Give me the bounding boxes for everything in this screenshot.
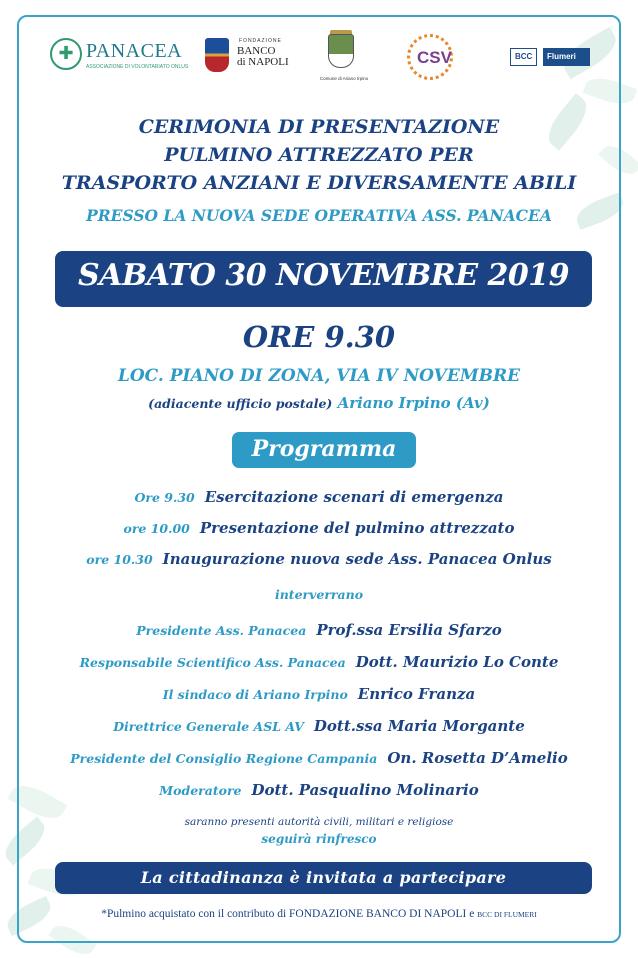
speaker-name: Dott.ssa Maria Morgante [313,717,525,735]
speaker-name: Dott. Maurizio Lo Conte [355,653,559,671]
banco-logo-small: FONDAZIONE [239,38,282,44]
speaker-name: Prof.ssa Ersilia Sfarzo [316,621,502,639]
speaker-row [0,716,638,735]
event-location: LOC. PIANO DI ZONA, VIA IV NOVEMBRE [117,366,521,386]
program-item-time: ore 10.00 [123,521,190,536]
authorities-note: saranno presenti autorità civili, militari e religiose [184,816,454,828]
csv-logo [405,32,463,82]
bcc-flumeri-logo [510,48,590,66]
bcc-logo-name: Flumeri [543,48,590,66]
event-location-detail [0,394,638,412]
comune-crest-icon [328,34,354,68]
banco-logo-text [237,46,289,68]
comune-logo [318,30,369,84]
speaker-row [0,780,638,799]
footer-small: BCC DI FLUMERI [477,910,537,919]
speakers-intro: interverrano [274,587,364,602]
location-note: (adiacente ufficio postale) [148,396,333,411]
event-time: ORE 9.30 [242,320,396,354]
csv-logo-text: CSV [417,48,452,67]
subtitle: PRESSO LA NUOVA SEDE OPERATIVA ASS. PANACEA [86,206,552,225]
speaker-name: On. Rosetta D’Amelio [387,749,568,767]
speaker-role: Direttrice Generale ASL AV [113,719,304,734]
program-item-desc: Presentazione del pulmino attrezzato [199,519,515,537]
speaker-row [0,748,638,767]
speaker-row [0,620,638,639]
program-item [0,487,638,506]
program-item-time: Ore 9.30 [134,490,195,505]
speaker-role: Responsabile Scientifico Ass. Panacea [79,655,346,670]
panacea-emblem-icon: ✚ [50,38,82,70]
speaker-role: Presidente del Consiglio Regione Campania [70,751,378,766]
title-line-1: CERIMONIA DI PRESENTAZIONE [138,116,500,138]
sponsor-logos [0,30,638,90]
speaker-name: Dott. Pasqualino Molinario [251,781,479,799]
banco-crest-icon [205,38,229,72]
refreshment-note: seguirà rinfresco [261,832,377,846]
programma-badge [232,432,416,468]
banco-logo-line1: BANCO [237,45,276,57]
banco-napoli-logo [205,36,289,78]
invite-banner [55,862,592,894]
event-date: SABATO 30 NOVEMBRE 2019 [78,258,569,293]
panacea-logo-name: PANACEA [86,40,183,62]
programma-label: Programma [251,436,397,462]
program-item-time: ore 10.30 [86,552,153,567]
footer-note [0,908,638,920]
speaker-row [0,652,638,671]
program-item-desc: Inaugurazione nuova sede Ass. Panacea Onlus [162,550,552,568]
comune-logo-text: Comune di Ariano Irpino [319,76,369,81]
program-item [0,518,638,537]
panacea-logo [50,38,189,78]
title-line-3: TRASPORTO ANZIANI E DIVERSAMENTE ABILI [61,172,577,194]
program-item [0,549,638,568]
bcc-logo-text: BCC [510,48,537,66]
speaker-role: Il sindaco di Ariano Irpino [162,687,348,702]
program-item-desc: Esercitazione scenari di emergenza [204,488,504,506]
event-city: Ariano Irpino (Av) [337,394,490,412]
footer-main: *Pulmino acquistato con il contributo di FONDAZIONE BANCO DI NAPOLI e [101,908,478,920]
title-line-2: PULMINO ATTREZZATO PER [164,144,474,166]
speaker-row [0,684,638,703]
panacea-logo-subtitle: ASSOCIAZIONE DI VOLONTARIATO ONLUS [86,64,189,70]
date-banner [55,251,592,307]
speaker-name: Enrico Franza [357,685,476,703]
speaker-role: Moderatore [159,783,242,798]
speaker-role: Presidente Ass. Panacea [136,623,307,638]
banco-logo-line2: di NAPOLI [237,56,289,68]
invite-text: La cittadinanza è invitata a partecipare [140,868,507,887]
